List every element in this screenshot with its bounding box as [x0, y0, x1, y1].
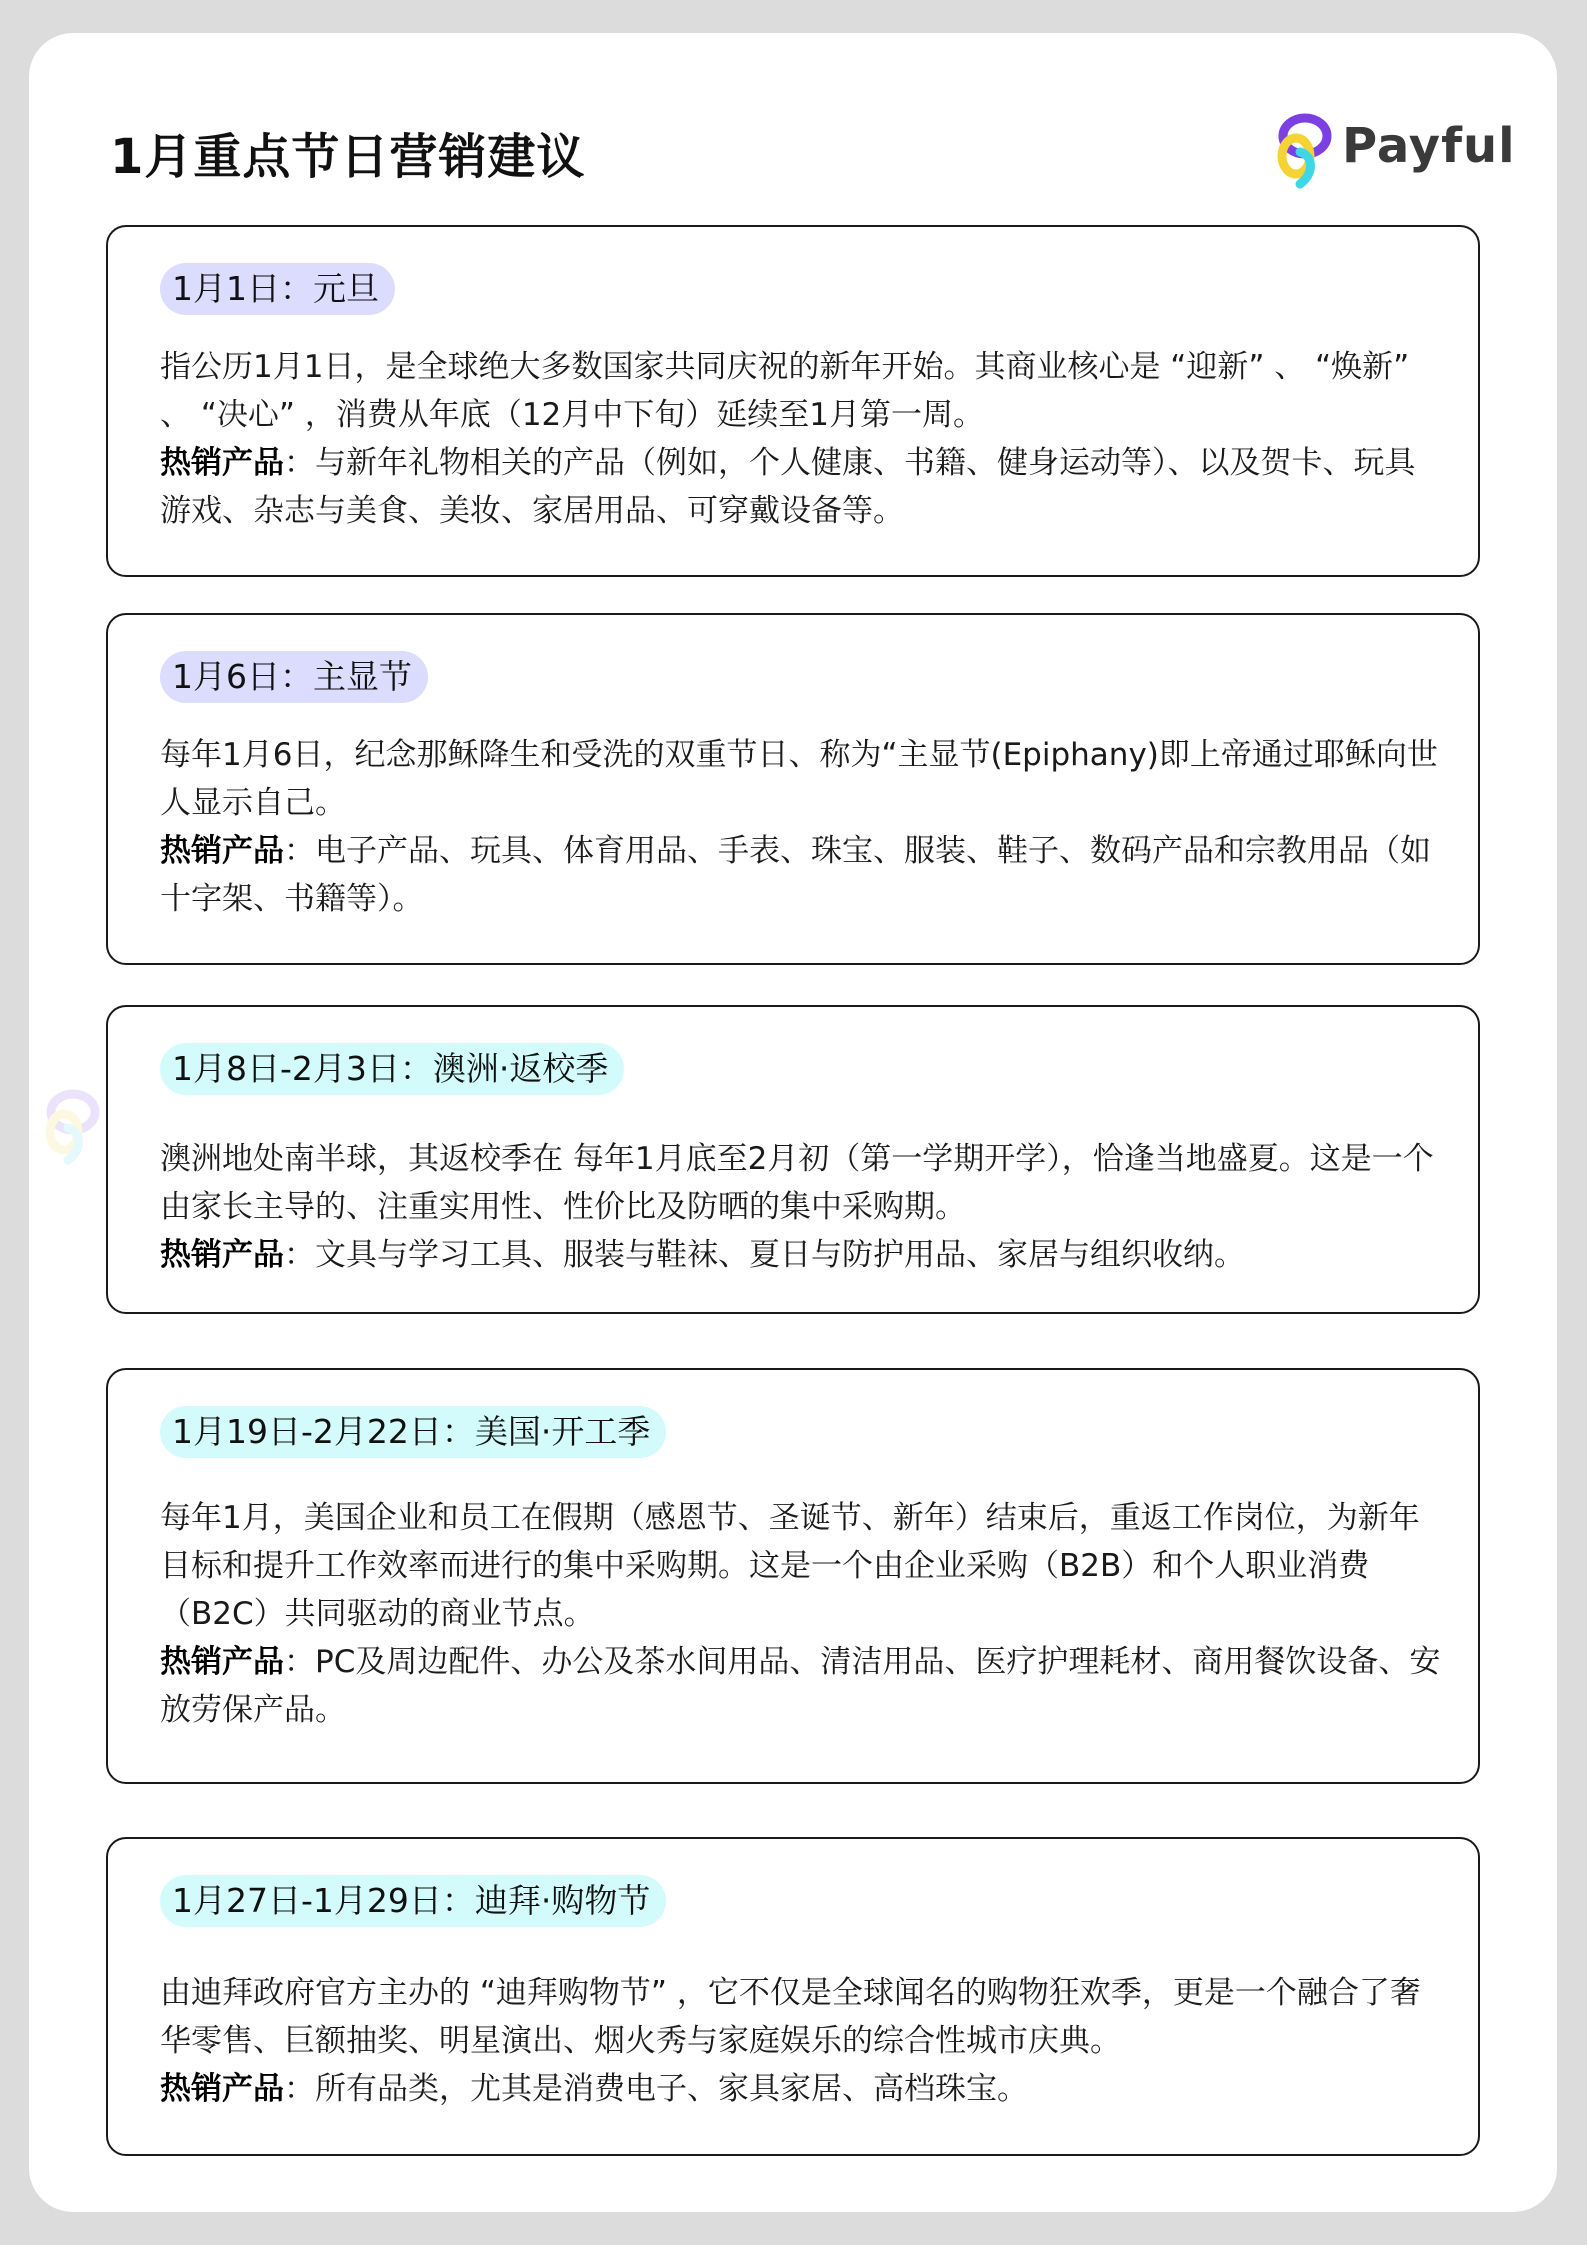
hot-products-text: ：文具与学习工具、服装与鞋袜、夏日与防护用品、家居与组织收纳。: [284, 1237, 1245, 1273]
hot-products-label: 热销产品: [160, 2071, 284, 2107]
holiday-card-dubai-shopping-festival: [106, 1837, 1480, 2156]
holiday-title-chip: 1月1日：元旦: [160, 263, 395, 315]
holiday-description: 每年1月，美国企业和员工在假期（感恩节、圣诞节、新年）结束后，重返工作岗位，为新年目标和提升工作效率而进行的集中采购期。这是一个由企业采购（B2B）和个人职业消费（B2C）共同驱动的商业节点。: [160, 1500, 1420, 1632]
holiday-description: 指公历1月1日，是全球绝大多数国家共同庆祝的新年开始。其商业核心是 “迎新” 、 “焕新” 、 “决心” ，消费从年底（12月中下旬）延续至1月第一周。: [160, 349, 1410, 433]
watermark-logo-icon: [38, 1088, 108, 1168]
holiday-body: [160, 343, 1442, 535]
hot-products: [160, 1231, 1442, 1279]
holiday-body: [160, 731, 1442, 923]
hot-products-text: ：所有品类，尤其是消费电子、家具家居、高档珠宝。: [284, 2071, 1028, 2107]
hot-products: [160, 827, 1442, 923]
holiday-card-epiphany: [106, 613, 1480, 965]
payful-logo-icon: [1270, 112, 1340, 192]
hot-products: [160, 439, 1442, 535]
hot-products-label: 热销产品: [160, 833, 284, 869]
page-title: 1月重点节日营销建议: [110, 129, 586, 185]
brand-name: Payful: [1342, 118, 1516, 174]
holiday-body: [160, 1494, 1442, 1734]
hot-products-label: 热销产品: [160, 1237, 284, 1273]
holiday-title-chip: 1月8日-2月3日：澳洲·返校季: [160, 1043, 624, 1095]
payful-logo: [1270, 112, 1516, 192]
hot-products-label: 热销产品: [160, 445, 284, 481]
holiday-description: 由迪拜政府官方主办的 “迪拜购物节” ，它不仅是全球闻名的购物狂欢季，更是一个融合了奢华零售、巨额抽奖、明星演出、烟火秀与家庭娱乐的综合性城市庆典。: [160, 1975, 1421, 2059]
holiday-card-us-back-to-work: [106, 1368, 1480, 1784]
holiday-body: [160, 1135, 1442, 1279]
holiday-body: [160, 1969, 1442, 2113]
holiday-description: 每年1月6日，纪念那稣降生和受洗的双重节日、称为“主显节(Epiphany)即上帝通过耶稣向世人显示自己。: [160, 737, 1438, 821]
hot-products-text: ：电子产品、玩具、体育用品、手表、珠宝、服装、鞋子、数码产品和宗教用品（如十字架、书籍等）。: [160, 833, 1431, 917]
hot-products: [160, 1638, 1442, 1734]
holiday-card-au-back-to-school: [106, 1005, 1480, 1314]
hot-products: [160, 2065, 1442, 2113]
hot-products-text: ：PC及周边配件、办公及茶水间用品、清洁用品、医疗护理耗材、商用餐饮设备、安放劳保产品。: [160, 1644, 1441, 1728]
holiday-card-new-year: [106, 225, 1480, 577]
hot-products-label: 热销产品: [160, 1644, 284, 1680]
holiday-description: 澳洲地处南半球，其返校季在 每年1月底至2月初（第一学期开学），恰逢当地盛夏。这是一个由家长主导的、注重实用性、性价比及防晒的集中采购期。: [160, 1141, 1434, 1225]
hot-products-text: ：与新年礼物相关的产品（例如，个人健康、书籍、健身运动等）、以及贺卡、玩具游戏、杂志与美食、美妆、家居用品、可穿戴设备等。: [160, 445, 1416, 529]
holiday-title-chip: 1月27日-1月29日：迪拜·购物节: [160, 1875, 666, 1927]
holiday-title-chip: 1月6日：主显节: [160, 651, 428, 703]
holiday-title-chip: 1月19日-2月22日：美国·开工季: [160, 1406, 666, 1458]
watermark: [38, 1088, 108, 1172]
